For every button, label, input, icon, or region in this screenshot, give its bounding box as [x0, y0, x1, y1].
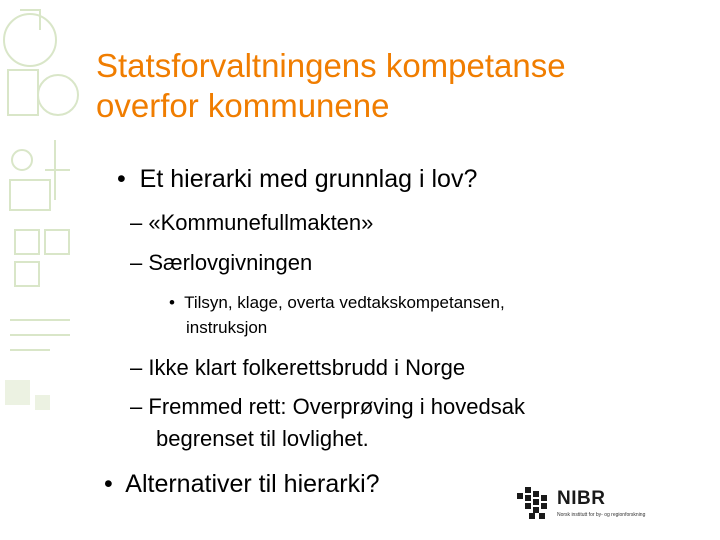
nibr-logo: [515, 485, 685, 525]
bullet-text: Særlovgivningen: [148, 250, 313, 275]
bullet-marker: –: [130, 250, 143, 275]
bullet-text: «Kommunefullmakten»: [148, 210, 374, 235]
bullet-marker: •: [117, 165, 126, 193]
bullet-text: Tilsyn, klage, overta vedtakskompetansen,: [184, 293, 505, 312]
bullet-text: Ikke klart folkerettsbrudd i Norge: [148, 355, 466, 380]
slide-title-line-1: Statsforvaltningens kompetanse: [96, 47, 566, 84]
bullet-marker: –: [130, 355, 143, 380]
bullet-text: Et hierarki med grunnlag i lov?: [139, 165, 478, 193]
bullet-level2-item: [130, 394, 525, 420]
bullet-level2-item: [130, 210, 373, 236]
bullet-level1-item: [104, 470, 380, 499]
bullet-level2-item: [130, 355, 465, 381]
slide-title-line-2: overfor kommunene: [96, 87, 390, 124]
bullet-marker: –: [130, 394, 143, 419]
bullet-level3-item: [169, 293, 505, 313]
bullet-text: Alternativer til hierarki?: [125, 470, 380, 498]
logo-name: NIBR: [557, 488, 606, 509]
decorative-side-pattern: [0, 0, 90, 540]
bullet-level1-item: [117, 165, 477, 194]
bullet-text: Fremmed rett: Overprøving i hovedsak: [148, 394, 525, 419]
bullet-level2-item: [130, 250, 312, 276]
bullet-text: instruksjon: [186, 318, 268, 337]
slide-title: [96, 46, 696, 126]
bullet-text: begrenset til lovlighet.: [156, 426, 369, 451]
nibr-logo-mark-icon: [515, 485, 553, 525]
bullet-marker: –: [130, 210, 143, 235]
bullet-level2-continuation: [156, 426, 369, 452]
bullet-level3-continuation: [186, 318, 267, 338]
bullet-marker: •: [104, 470, 113, 498]
logo-subtitle: Norsk institutt for by- og regionforskning: [557, 512, 646, 518]
bullet-marker: •: [169, 293, 175, 312]
